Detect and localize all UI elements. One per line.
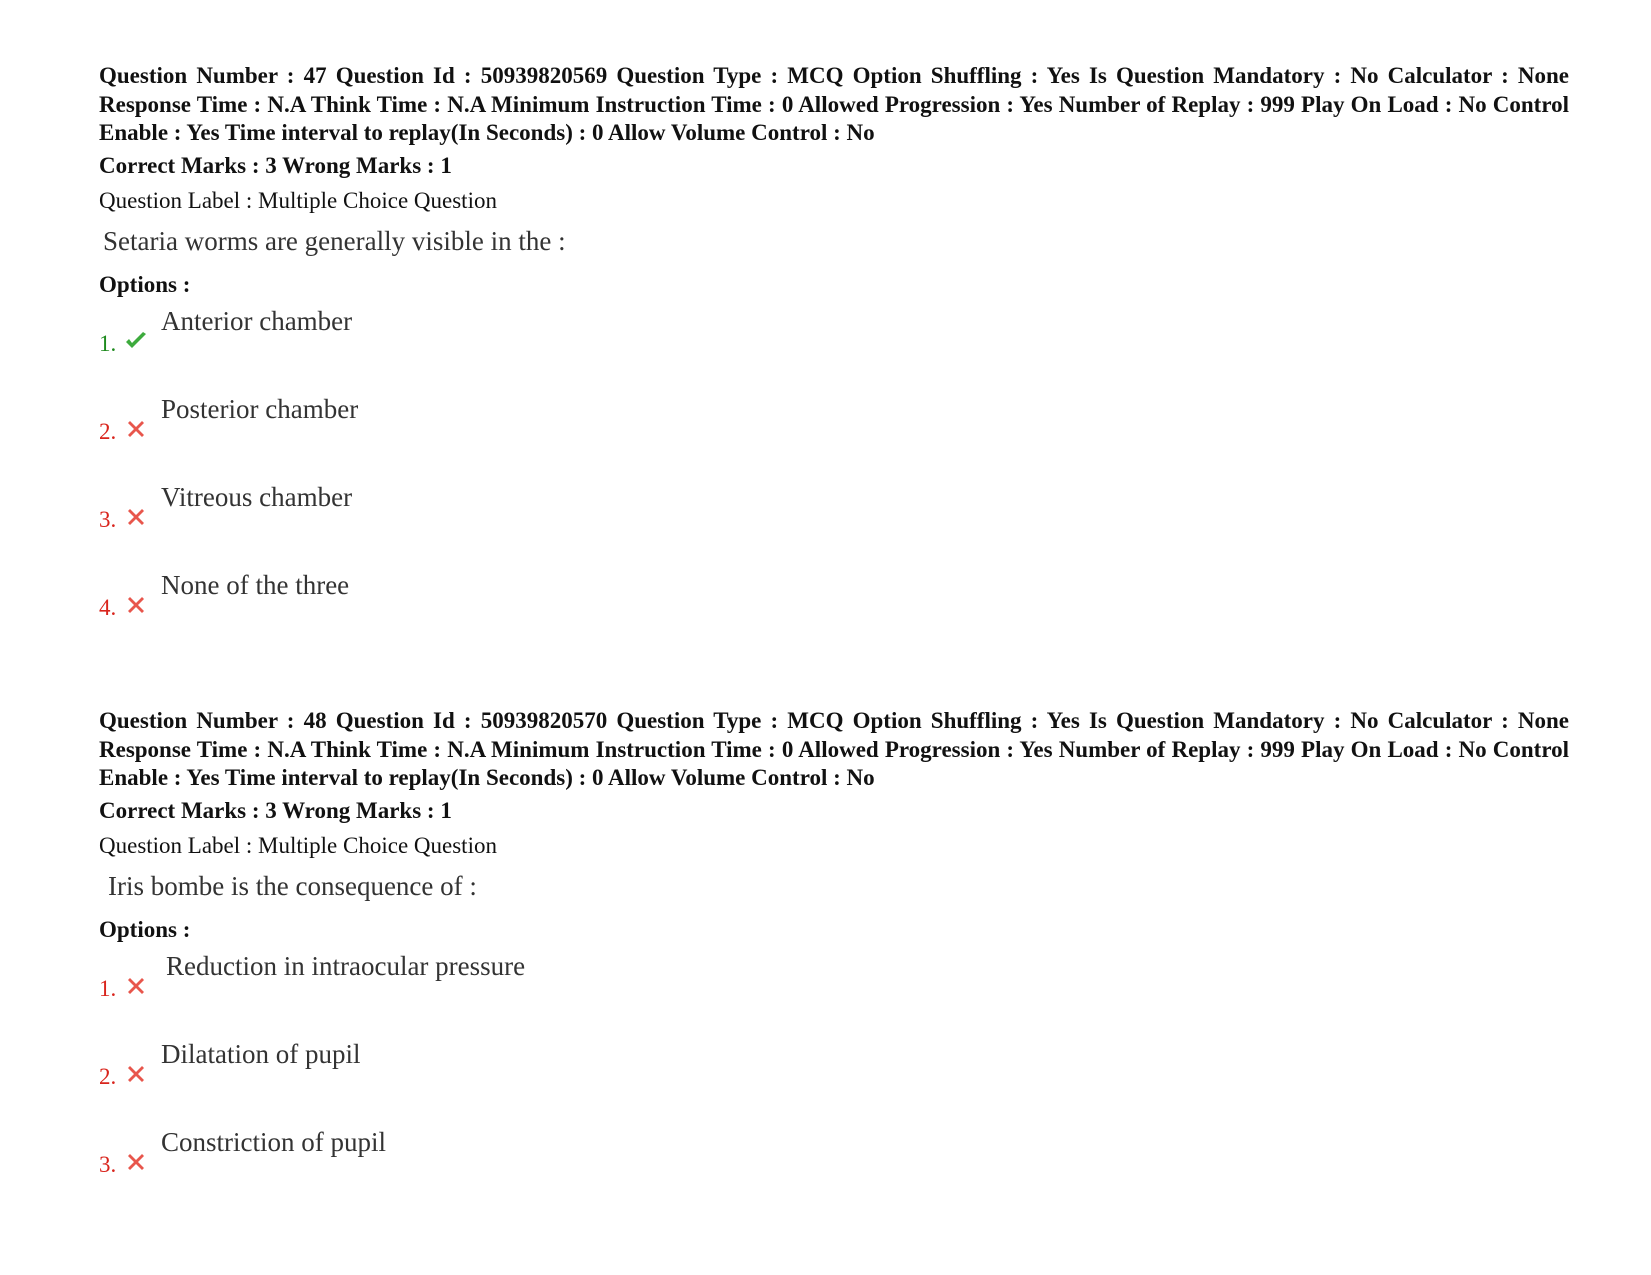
option-text: Posterior chamber bbox=[161, 393, 359, 424]
option-number: 2. bbox=[99, 418, 117, 444]
option-text: Constriction of pupil bbox=[161, 1126, 386, 1157]
question-meta: Question Number : 47 Question Id : 50939820569 Question Type : MCQ Option Shuffling : Yes Is Question Mandatory : No Calculator : None Response Time : N.A Think Time : N.A Minimum Instruction Time : 0 Allowed Progression : Yes Number of Replay : 999 Play On Load : No Control Enable : Yes Time interval to replay(In Seconds) : 0 Allow Volume Control : No bbox=[99, 63, 1569, 145]
question-block bbox=[99, 62, 1569, 651]
check-icon bbox=[124, 329, 148, 353]
option-text: Vitreous chamber bbox=[161, 481, 353, 512]
question-text: Iris bombe is the consequence of : bbox=[108, 870, 477, 901]
option-text: Reduction in intraocular pressure bbox=[166, 950, 526, 981]
question-text: Setaria worms are generally visible in the : bbox=[103, 225, 566, 256]
option-item bbox=[99, 944, 1569, 1032]
option-item bbox=[99, 387, 1569, 475]
option-item bbox=[99, 1120, 1569, 1208]
option-number: 1. bbox=[99, 330, 117, 356]
question-block bbox=[99, 707, 1569, 1208]
cross-icon bbox=[124, 974, 148, 998]
cross-icon bbox=[124, 505, 148, 529]
question-meta: Question Number : 48 Question Id : 50939820570 Question Type : MCQ Option Shuffling : Yes Is Question Mandatory : No Calculator : None Response Time : N.A Think Time : N.A Minimum Instruction Time : 0 Allowed Progression : Yes Number of Replay : 999 Play On Load : No Control Enable : Yes Time interval to replay(In Seconds) : 0 Allow Volume Control : No bbox=[99, 708, 1569, 790]
question-marks: Correct Marks : 3 Wrong Marks : 1 bbox=[99, 797, 452, 823]
options-list bbox=[99, 299, 1569, 651]
question-marks: Correct Marks : 3 Wrong Marks : 1 bbox=[99, 152, 452, 178]
options-list bbox=[99, 944, 1569, 1208]
option-number: 3. bbox=[99, 506, 117, 532]
cross-icon bbox=[124, 593, 148, 617]
cross-icon bbox=[124, 1150, 148, 1174]
option-text: None of the three bbox=[161, 569, 350, 600]
option-text: Dilatation of pupil bbox=[161, 1038, 361, 1069]
options-heading: Options : bbox=[99, 916, 191, 942]
question-label: Question Label : Multiple Choice Question bbox=[99, 187, 497, 213]
option-item bbox=[99, 299, 1569, 387]
cross-icon bbox=[124, 417, 148, 441]
option-number: 2. bbox=[99, 1063, 117, 1089]
cross-icon bbox=[124, 1062, 148, 1086]
option-item bbox=[99, 563, 1569, 651]
option-number: 4. bbox=[99, 594, 117, 620]
option-number: 3. bbox=[99, 1151, 117, 1177]
option-item bbox=[99, 475, 1569, 563]
option-number: 1. bbox=[99, 975, 117, 1001]
options-heading: Options : bbox=[99, 271, 191, 297]
question-label: Question Label : Multiple Choice Question bbox=[99, 832, 497, 858]
option-item bbox=[99, 1032, 1569, 1120]
option-text: Anterior chamber bbox=[161, 305, 353, 336]
